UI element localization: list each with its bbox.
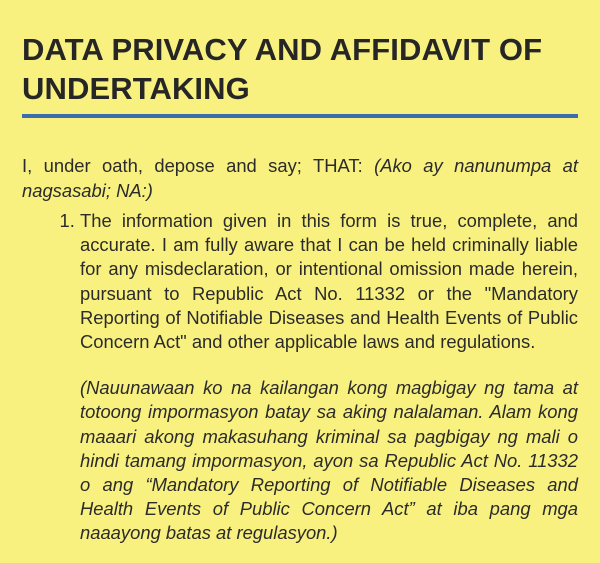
item-filipino-text: (Nauunawaan ko na kailangan kong magbigay ng tama at totoong impormasyon batay sa aking nalalaman. Alam kong maaari akong makasuhang kriminal sa pagbigay ng mali o hindi tamang impormasyon, ayon sa Republic Act No. 11332 o ang “Mandatory Reporting of Notifiable Diseases and Health Events of Public Concern Act” at iba pang mga naaayong batas at regulasyon.)	[80, 377, 578, 544]
intro-statement	[22, 154, 578, 203]
undertaking-list	[22, 209, 578, 546]
title-divider	[22, 114, 578, 118]
list-item	[80, 209, 578, 546]
page-title: DATA PRIVACY AND AFFIDAVIT OF UNDERTAKING	[22, 32, 543, 106]
intro-translation: (Ako ay nanunumpa at nagsasabi; NA:)	[22, 155, 579, 201]
item-english-text: 1. The information given in this form is true, complete, and accurate. I am fully aware that I can be held criminally liable for any misdeclaration, or intentional omission made herein, pursuant to Republic Act No. 11332 or the "Mandatory Reporting of Notifiable Diseases and Health Events of Public Concern Act" and other applicable laws and regulations.	[80, 210, 578, 353]
intro-text: I, under oath, depose and say; THAT:	[22, 155, 375, 176]
